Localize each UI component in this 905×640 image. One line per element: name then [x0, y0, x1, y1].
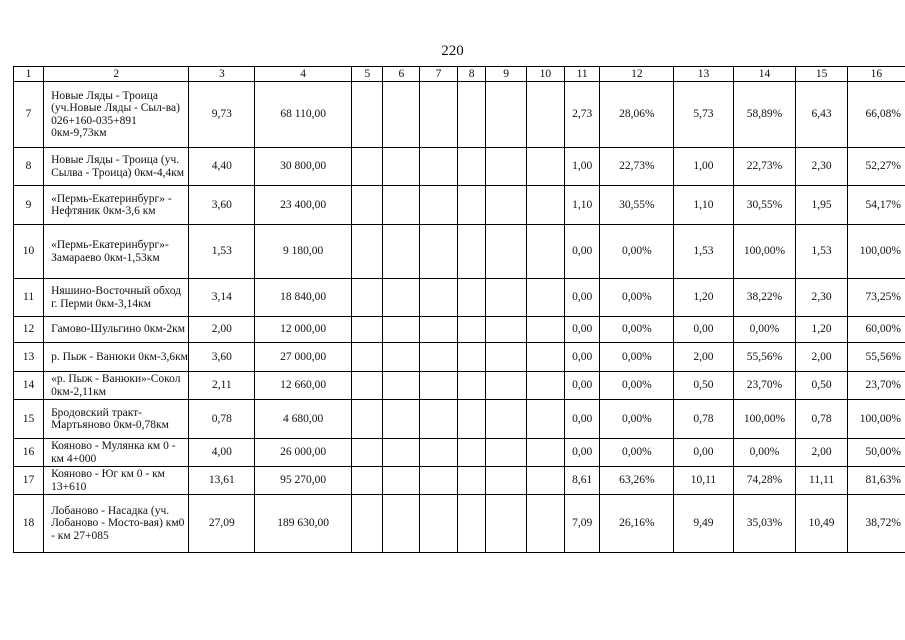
road-name-cell: Няшино-Восточный обход г. Перми 0км-3,14км: [44, 279, 189, 317]
col9-cell: [486, 343, 526, 372]
col13-cell: 1,00: [674, 148, 733, 186]
road-name-cell: р. Пыж - Ванюки 0км-3,6км: [44, 343, 189, 372]
col8-cell: [457, 400, 486, 439]
col11-cell: 7,09: [564, 495, 599, 553]
road-name-cell: Лобаново - Насадка (уч. Лобаново - Мосто-вая) км0 - км 27+085: [44, 495, 189, 553]
column-header: 8: [457, 67, 486, 82]
row-number-cell: 8: [14, 148, 44, 186]
col13-cell: 2,00: [674, 343, 733, 372]
col15-cell: 1,95: [796, 186, 847, 225]
col9-cell: [486, 495, 526, 553]
col14-cell: 38,22%: [733, 279, 796, 317]
column-header: 5: [352, 67, 383, 82]
row-number-cell: 14: [14, 372, 44, 400]
col12-cell: 0,00%: [600, 400, 674, 439]
col8-cell: [457, 343, 486, 372]
amount-cell: 4 680,00: [255, 400, 352, 439]
col8-cell: [457, 148, 486, 186]
col9-cell: [486, 279, 526, 317]
col6-cell: [383, 225, 420, 279]
road-name-cell: Бродовский тракт-Мартьяново 0км-0,78км: [44, 400, 189, 439]
length-cell: 13,61: [189, 467, 255, 495]
length-cell: 27,09: [189, 495, 255, 553]
col15-cell: 0,50: [796, 372, 847, 400]
col6-cell: [383, 279, 420, 317]
col15-cell: 6,43: [796, 82, 847, 148]
column-header: 2: [44, 67, 189, 82]
col11-cell: 0,00: [564, 317, 599, 343]
col8-cell: [457, 225, 486, 279]
col10-cell: [526, 279, 564, 317]
column-header: 16: [847, 67, 905, 82]
col15-cell: 2,30: [796, 279, 847, 317]
col8-cell: [457, 279, 486, 317]
road-name-cell: Новые Ляды - Троица (уч.Новые Ляды - Сыл-ва) 026+160-035+891 0км-9,73км: [44, 82, 189, 148]
col6-cell: [383, 467, 420, 495]
col14-cell: 35,03%: [733, 495, 796, 553]
col10-cell: [526, 225, 564, 279]
table-row: [14, 317, 905, 343]
row-number-cell: 11: [14, 279, 44, 317]
length-cell: 4,00: [189, 439, 255, 467]
table-row: [14, 343, 905, 372]
row-number-cell: 9: [14, 186, 44, 225]
col7-cell: [420, 148, 458, 186]
col6-cell: [383, 82, 420, 148]
col6-cell: [383, 495, 420, 553]
col6-cell: [383, 317, 420, 343]
col16-cell: 66,08%: [847, 82, 905, 148]
amount-cell: 68 110,00: [255, 82, 352, 148]
col11-cell: 8,61: [564, 467, 599, 495]
table-row: [14, 439, 905, 467]
road-name-cell: Новые Ляды - Троица (уч. Сылва - Троица) 0км-4,4км: [44, 148, 189, 186]
col10-cell: [526, 317, 564, 343]
col10-cell: [526, 148, 564, 186]
col15-cell: 2,00: [796, 439, 847, 467]
amount-cell: 12 660,00: [255, 372, 352, 400]
col7-cell: [420, 186, 458, 225]
col11-cell: 0,00: [564, 439, 599, 467]
col8-cell: [457, 495, 486, 553]
col13-cell: 10,11: [674, 467, 733, 495]
col6-cell: [383, 400, 420, 439]
amount-cell: 95 270,00: [255, 467, 352, 495]
col9-cell: [486, 372, 526, 400]
col10-cell: [526, 439, 564, 467]
col14-cell: 0,00%: [733, 439, 796, 467]
col9-cell: [486, 317, 526, 343]
col7-cell: [420, 82, 458, 148]
amount-cell: 12 000,00: [255, 317, 352, 343]
col5-cell: [352, 317, 383, 343]
col14-cell: 23,70%: [733, 372, 796, 400]
col10-cell: [526, 186, 564, 225]
col9-cell: [486, 186, 526, 225]
col13-cell: 0,50: [674, 372, 733, 400]
col7-cell: [420, 317, 458, 343]
col5-cell: [352, 467, 383, 495]
col10-cell: [526, 400, 564, 439]
length-cell: 3,14: [189, 279, 255, 317]
row-number-cell: 12: [14, 317, 44, 343]
col13-cell: 5,73: [674, 82, 733, 148]
col14-cell: 58,89%: [733, 82, 796, 148]
col12-cell: 22,73%: [600, 148, 674, 186]
length-cell: 4,40: [189, 148, 255, 186]
col16-cell: 100,00%: [847, 225, 905, 279]
col9-cell: [486, 148, 526, 186]
length-cell: 0,78: [189, 400, 255, 439]
col12-cell: 26,16%: [600, 495, 674, 553]
col16-cell: 38,72%: [847, 495, 905, 553]
col10-cell: [526, 372, 564, 400]
col11-cell: 0,00: [564, 372, 599, 400]
column-header: 14: [733, 67, 796, 82]
length-cell: 3,60: [189, 186, 255, 225]
col15-cell: 1,20: [796, 317, 847, 343]
col8-cell: [457, 439, 486, 467]
col15-cell: 11,11: [796, 467, 847, 495]
col13-cell: 0,78: [674, 400, 733, 439]
col5-cell: [352, 186, 383, 225]
col12-cell: 0,00%: [600, 372, 674, 400]
col16-cell: 50,00%: [847, 439, 905, 467]
table-row: [14, 400, 905, 439]
col15-cell: 0,78: [796, 400, 847, 439]
amount-cell: 9 180,00: [255, 225, 352, 279]
column-header: 4: [255, 67, 352, 82]
table-row: [14, 186, 905, 225]
col6-cell: [383, 148, 420, 186]
col13-cell: 1,53: [674, 225, 733, 279]
col5-cell: [352, 343, 383, 372]
col16-cell: 54,17%: [847, 186, 905, 225]
col14-cell: 100,00%: [733, 400, 796, 439]
page-number: 220: [441, 43, 464, 59]
amount-cell: 18 840,00: [255, 279, 352, 317]
row-number-cell: 16: [14, 439, 44, 467]
col8-cell: [457, 317, 486, 343]
col6-cell: [383, 186, 420, 225]
row-number-cell: 17: [14, 467, 44, 495]
col7-cell: [420, 439, 458, 467]
col12-cell: 0,00%: [600, 225, 674, 279]
col13-cell: 1,20: [674, 279, 733, 317]
row-number-cell: 10: [14, 225, 44, 279]
col8-cell: [457, 186, 486, 225]
table-row: [14, 372, 905, 400]
col13-cell: 9,49: [674, 495, 733, 553]
col5-cell: [352, 225, 383, 279]
table-row: [14, 82, 905, 148]
col16-cell: 60,00%: [847, 317, 905, 343]
col16-cell: 100,00%: [847, 400, 905, 439]
road-name-cell: Кояново - Юг км 0 - км 13+610: [44, 467, 189, 495]
col5-cell: [352, 372, 383, 400]
col14-cell: 0,00%: [733, 317, 796, 343]
table-row: [14, 495, 905, 553]
length-cell: 2,00: [189, 317, 255, 343]
length-cell: 2,11: [189, 372, 255, 400]
col14-cell: 22,73%: [733, 148, 796, 186]
col10-cell: [526, 495, 564, 553]
col11-cell: 1,10: [564, 186, 599, 225]
col13-cell: 0,00: [674, 439, 733, 467]
col9-cell: [486, 225, 526, 279]
col11-cell: 2,73: [564, 82, 599, 148]
col12-cell: 63,26%: [600, 467, 674, 495]
col6-cell: [383, 343, 420, 372]
row-number-cell: 13: [14, 343, 44, 372]
road-name-cell: Кояново - Мулянка км 0 - км 4+000: [44, 439, 189, 467]
col15-cell: 2,30: [796, 148, 847, 186]
col6-cell: [383, 372, 420, 400]
col16-cell: 55,56%: [847, 343, 905, 372]
col6-cell: [383, 439, 420, 467]
amount-cell: 23 400,00: [255, 186, 352, 225]
col12-cell: 0,00%: [600, 343, 674, 372]
col13-cell: 1,10: [674, 186, 733, 225]
road-name-cell: «Пермь-Екатеринбург»- Замараево 0км-1,53км: [44, 225, 189, 279]
col7-cell: [420, 279, 458, 317]
column-header: 12: [600, 67, 674, 82]
column-header: 6: [383, 67, 420, 82]
col16-cell: 23,70%: [847, 372, 905, 400]
col10-cell: [526, 467, 564, 495]
column-header: 9: [486, 67, 526, 82]
road-name-cell: «Пермь-Екатеринбург» - Нефтяник 0км-3,6 км: [44, 186, 189, 225]
col15-cell: 2,00: [796, 343, 847, 372]
col9-cell: [486, 400, 526, 439]
data-table: [13, 66, 905, 553]
column-header: 3: [189, 67, 255, 82]
header-row: [14, 67, 905, 82]
length-cell: 3,60: [189, 343, 255, 372]
row-number-cell: 15: [14, 400, 44, 439]
col16-cell: 52,27%: [847, 148, 905, 186]
col7-cell: [420, 400, 458, 439]
amount-cell: 26 000,00: [255, 439, 352, 467]
row-number-cell: 18: [14, 495, 44, 553]
amount-cell: 30 800,00: [255, 148, 352, 186]
column-header: 1: [14, 67, 44, 82]
col14-cell: 74,28%: [733, 467, 796, 495]
amount-cell: 189 630,00: [255, 495, 352, 553]
col7-cell: [420, 495, 458, 553]
col14-cell: 55,56%: [733, 343, 796, 372]
col15-cell: 10,49: [796, 495, 847, 553]
col9-cell: [486, 467, 526, 495]
col11-cell: 0,00: [564, 343, 599, 372]
amount-cell: 27 000,00: [255, 343, 352, 372]
column-header: 10: [526, 67, 564, 82]
col7-cell: [420, 372, 458, 400]
col9-cell: [486, 82, 526, 148]
col11-cell: 0,00: [564, 400, 599, 439]
column-header: 11: [564, 67, 599, 82]
col12-cell: 0,00%: [600, 279, 674, 317]
col13-cell: 0,00: [674, 317, 733, 343]
col11-cell: 1,00: [564, 148, 599, 186]
col14-cell: 100,00%: [733, 225, 796, 279]
col5-cell: [352, 439, 383, 467]
col7-cell: [420, 343, 458, 372]
col12-cell: 28,06%: [600, 82, 674, 148]
road-name-cell: Гамово-Шульгино 0км-2км: [44, 317, 189, 343]
length-cell: 9,73: [189, 82, 255, 148]
col9-cell: [486, 439, 526, 467]
table-row: [14, 467, 905, 495]
col8-cell: [457, 82, 486, 148]
col11-cell: 0,00: [564, 279, 599, 317]
col7-cell: [420, 467, 458, 495]
col12-cell: 0,00%: [600, 439, 674, 467]
col16-cell: 81,63%: [847, 467, 905, 495]
column-header: 13: [674, 67, 733, 82]
col14-cell: 30,55%: [733, 186, 796, 225]
table-row: [14, 148, 905, 186]
col12-cell: 30,55%: [600, 186, 674, 225]
col10-cell: [526, 343, 564, 372]
road-name-cell: «р. Пыж - Ванюки»-Сокол 0км-2,11км: [44, 372, 189, 400]
col8-cell: [457, 372, 486, 400]
col12-cell: 0,00%: [600, 317, 674, 343]
col5-cell: [352, 148, 383, 186]
table-row: [14, 279, 905, 317]
col5-cell: [352, 279, 383, 317]
column-header: 7: [420, 67, 458, 82]
length-cell: 1,53: [189, 225, 255, 279]
col5-cell: [352, 495, 383, 553]
col10-cell: [526, 82, 564, 148]
row-number-cell: 7: [14, 82, 44, 148]
column-header: 15: [796, 67, 847, 82]
col16-cell: 73,25%: [847, 279, 905, 317]
col5-cell: [352, 82, 383, 148]
col15-cell: 1,53: [796, 225, 847, 279]
col7-cell: [420, 225, 458, 279]
col11-cell: 0,00: [564, 225, 599, 279]
table-row: [14, 225, 905, 279]
col8-cell: [457, 467, 486, 495]
col5-cell: [352, 400, 383, 439]
